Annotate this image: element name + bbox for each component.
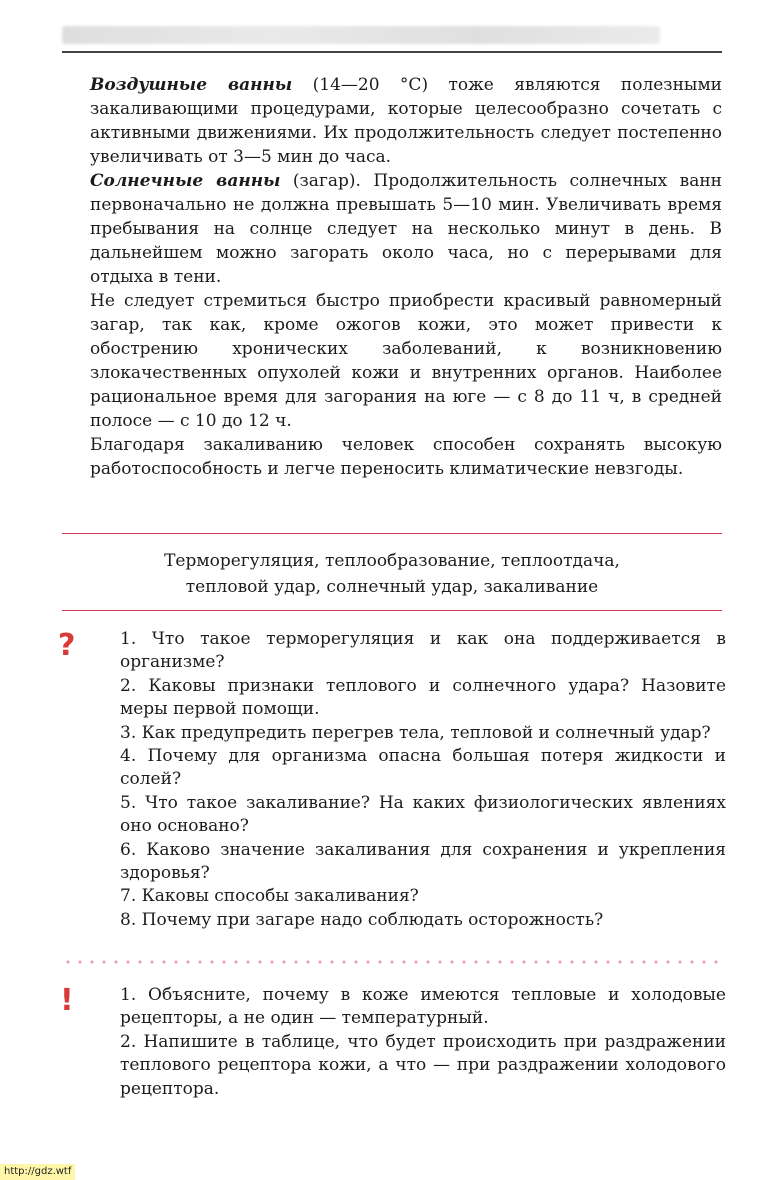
question-item: 2. Каковы признаки теплового и солнечного удара? Назовите меры первой помощи. bbox=[120, 675, 726, 720]
paragraph-tan-warning: Не следует стремиться быстро приобрести красивый равномерный загар, так как, кроме ожогов кожи, это может привести к обострению хронических заболеваний, к возникновению злокачественных опухолей кожи и внутренних органов. Наиболее рациональное время для загорания на юге — с 8 до 11 ч, в средней полосе — с 10 до 12 ч. bbox=[90, 291, 722, 431]
keywords-line-2: тепловой удар, солнечный удар, закаливание bbox=[185, 577, 599, 597]
question-item: 8. Почему при загаре надо соблюдать осторожность? bbox=[120, 909, 604, 930]
question-item: 7. Каковы способы закаливания? bbox=[120, 886, 419, 907]
exclamation-mark-icon: ! bbox=[60, 983, 74, 1018]
question-item: 3. Как предупредить перегрев тела, тепловой и солнечный удар? bbox=[120, 722, 711, 743]
keywords-top-rule bbox=[62, 533, 722, 534]
keywords-box bbox=[62, 548, 722, 600]
watermark-link[interactable]: http://gdz.wtf bbox=[0, 1164, 75, 1180]
term-air-baths: Воздушные ванны bbox=[90, 75, 293, 95]
keywords-bottom-rule bbox=[62, 610, 722, 611]
main-text bbox=[90, 73, 722, 481]
keywords-line-1: Терморегуляция, теплообразование, теплоотдача, bbox=[164, 551, 620, 571]
paragraph-sun-baths bbox=[90, 169, 722, 289]
question-mark-icon: ? bbox=[58, 628, 76, 663]
running-header bbox=[62, 26, 660, 44]
header-divider bbox=[62, 51, 722, 53]
questions-list bbox=[120, 628, 726, 932]
question-item: 5. Что такое закаливание? На каких физиологических явлениях оно основано? bbox=[120, 792, 726, 837]
tasks-list bbox=[120, 984, 726, 1101]
paragraph-sun-baths-text: (загар). Продолжительность солнечных ванн первоначально не должна превышать 5—10 мин. Увеличивать время пребывания на солнце следует на несколько минут в день. В дальнейшем можно загорать около часа, но с перерывами для отдыха в тени. bbox=[90, 171, 722, 287]
question-item: 6. Каково значение закаливания для сохранения и укрепления здоровья? bbox=[120, 839, 726, 884]
term-sun-baths: Солнечные ванны bbox=[90, 171, 281, 191]
paragraph-air-baths bbox=[90, 73, 722, 169]
paragraph-hardening: Благодаря закаливанию человек способен сохранять высокую работоспособность и легче переносить климатические невзгоды. bbox=[90, 435, 722, 479]
paragraph-air-baths-text: (14—20 °С) тоже являются полезными закаливающими процедурами, которые целесообразно сочетать с активными движениями. Их продолжительность следует постепенно увеличивать от 3—5 мин до часа. bbox=[90, 75, 722, 167]
task-item: 1. Объясните, почему в коже имеются тепловые и холодовые рецепторы, а не один — температурный. bbox=[120, 985, 726, 1029]
task-item: 2. Напишите в таблице, что будет происходить при раздражении теплового рецептора кожи, а что — при раздражении холодового рецептора. bbox=[120, 1031, 726, 1099]
dotted-divider bbox=[62, 960, 724, 964]
question-item: 4. Почему для организма опасна большая потеря жидкости и солей? bbox=[120, 746, 726, 790]
question-item: 1. Что такое терморегуляция и как она поддерживается в организме? bbox=[120, 629, 726, 673]
